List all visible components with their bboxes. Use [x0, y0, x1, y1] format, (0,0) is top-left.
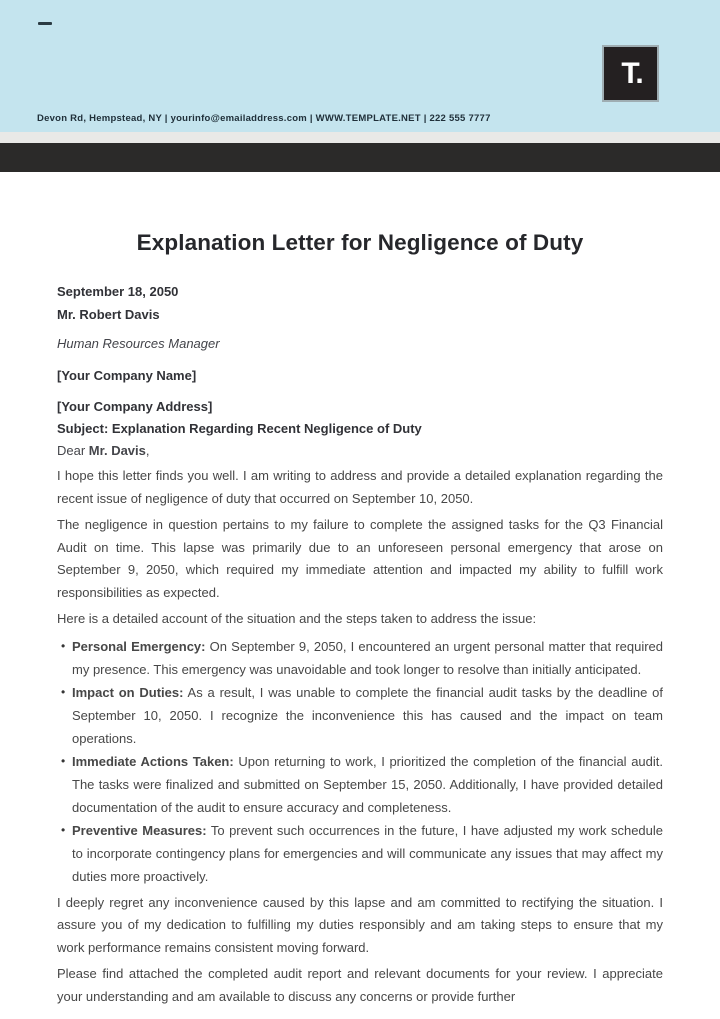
letter-date: September 18, 2050: [57, 284, 179, 299]
bullet-label: Personal Emergency:: [72, 638, 206, 654]
bullet-text: On September 9, 2050, I encountered an urgent personal matter that required my presence. This emergency was unavoidable and took longer to resolve than initially anticipated.: [72, 638, 663, 677]
letter-title: Explanation Letter for Negligence of Duty: [136, 230, 584, 255]
letterhead-contact-line: Devon Rd, Hempstead, NY | yourinfo@emailaddress.com | WWW.TEMPLATE.NET | 222 555 7777: [37, 113, 491, 124]
salutation-prefix: Dear: [57, 443, 89, 458]
salutation-name: Mr. Davis: [88, 443, 146, 458]
bullet-label: Preventive Measures:: [72, 822, 207, 838]
list-item: [57, 681, 663, 750]
recipient-name: Mr. Robert Davis: [57, 307, 160, 322]
company-address-placeholder: [Your Company Address]: [57, 399, 213, 414]
bullet-text: As a result, I was unable to complete the financial audit tasks by the deadline of September 10, 2050. I recognize the inconvenience this has caused and the impact on team operations.: [72, 684, 663, 746]
brand-logo-text: T.: [621, 56, 643, 90]
bullet-text: To prevent such occurrences in the future, I have adjusted my work schedule to incorporate contingency plans for emergencies and will communicate any issues that may affect my duties more proactively.: [72, 822, 664, 884]
letter-body: [0, 227, 720, 1008]
company-name-placeholder: [Your Company Name]: [57, 368, 197, 383]
subject-line: Subject: Explanation Regarding Recent Negligence of Duty: [57, 421, 422, 436]
paragraph-account-lead-in: Here is a detailed account of the situation and the steps taken to address the issue:: [57, 611, 537, 626]
divider-band: [0, 132, 720, 143]
brand-logo: [602, 45, 659, 102]
list-item: [57, 819, 663, 888]
explanation-bullet-list: [57, 635, 663, 888]
salutation: [57, 441, 663, 461]
paragraph-intro: I hope this letter finds you well. I am writing to address and provide a detailed explanation regarding the recent issue of negligence of duty that occurred on September 10, 2050.: [57, 468, 663, 506]
recipient-role: Human Resources Manager: [57, 336, 220, 351]
letterhead: [0, 0, 720, 132]
bullet-label: Impact on Duties:: [72, 684, 184, 700]
paragraph-regret: I deeply regret any inconvenience caused by this lapse and am committed to rectifying the situation. I assure you of my dedication to fulfilling my duties responsibly and am taking steps to ensure that my work performance remains consistent moving forward.: [57, 894, 663, 955]
salutation-suffix: ,: [145, 443, 150, 458]
paragraph-negligence-details: The negligence in question pertains to my failure to complete the assigned tasks for the Q3 Financial Audit on time. This lapse was primarily due to an unforeseen personal emergency that arose on September 9, 2050, which required my immediate attention and impacted my ability to fulfill work responsibilities as expected.: [57, 517, 663, 600]
dash-icon: [38, 22, 52, 25]
list-item: [57, 750, 663, 819]
bullet-text: Upon returning to work, I prioritized the completion of the financial audit. The tasks were finalized and submitted on September 15, 2050. Additionally, I have provided detailed documentation of the audit to ensure accuracy and completeness.: [72, 753, 663, 815]
list-item: [57, 635, 663, 681]
bullet-label: Immediate Actions Taken:: [72, 753, 234, 769]
dark-divider-bar: [0, 143, 720, 172]
paragraph-attachments: Please find attached the completed audit report and relevant documents for your review. I appreciate your understanding and am available to discuss any concerns or provide further: [57, 966, 663, 1004]
